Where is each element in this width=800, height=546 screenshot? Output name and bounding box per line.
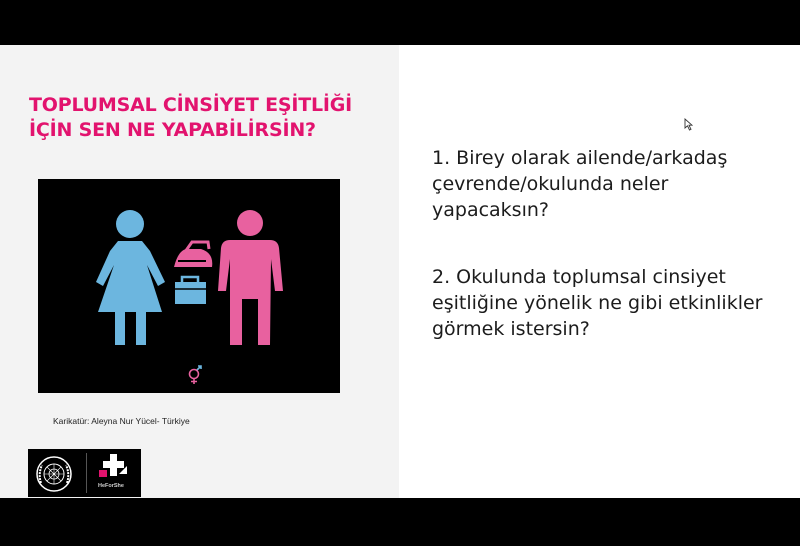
presentation-slide: [0, 45, 800, 498]
un-emblem-icon: [35, 455, 73, 493]
mouse-cursor-icon: [684, 118, 693, 131]
caricature-credit: Karikatür: Aleyna Nur Yücel- Türkiye: [53, 416, 190, 426]
male-figure-icon: [218, 210, 283, 345]
gender-equality-cartoon: [38, 179, 340, 393]
logo-divider: [86, 453, 87, 493]
question-2: 2. Okulunda toplumsal cinsiyet eşitliğine yönelik ne gibi etkinlikler görmek istersin?: [432, 266, 763, 340]
slide-left-panel: [0, 45, 399, 498]
briefcase-icon: [175, 277, 206, 304]
iron-icon: [174, 242, 212, 267]
gender-symbol-icon: [190, 366, 202, 384]
slide-title: TOPLUMSAL CİNSİYET EŞİTLİĞİ İÇİN SEN NE YAPABİLİRSİN?: [29, 94, 353, 141]
heforshe-logo-icon: [99, 454, 129, 482]
female-figure-icon: [96, 210, 165, 345]
question-1: 1. Birey olarak ailende/arkadaş çevrende/okulunda neler yapacaksın?: [432, 147, 728, 221]
heforshe-text: HeForShe: [98, 483, 124, 489]
logo-bar: [28, 449, 141, 497]
